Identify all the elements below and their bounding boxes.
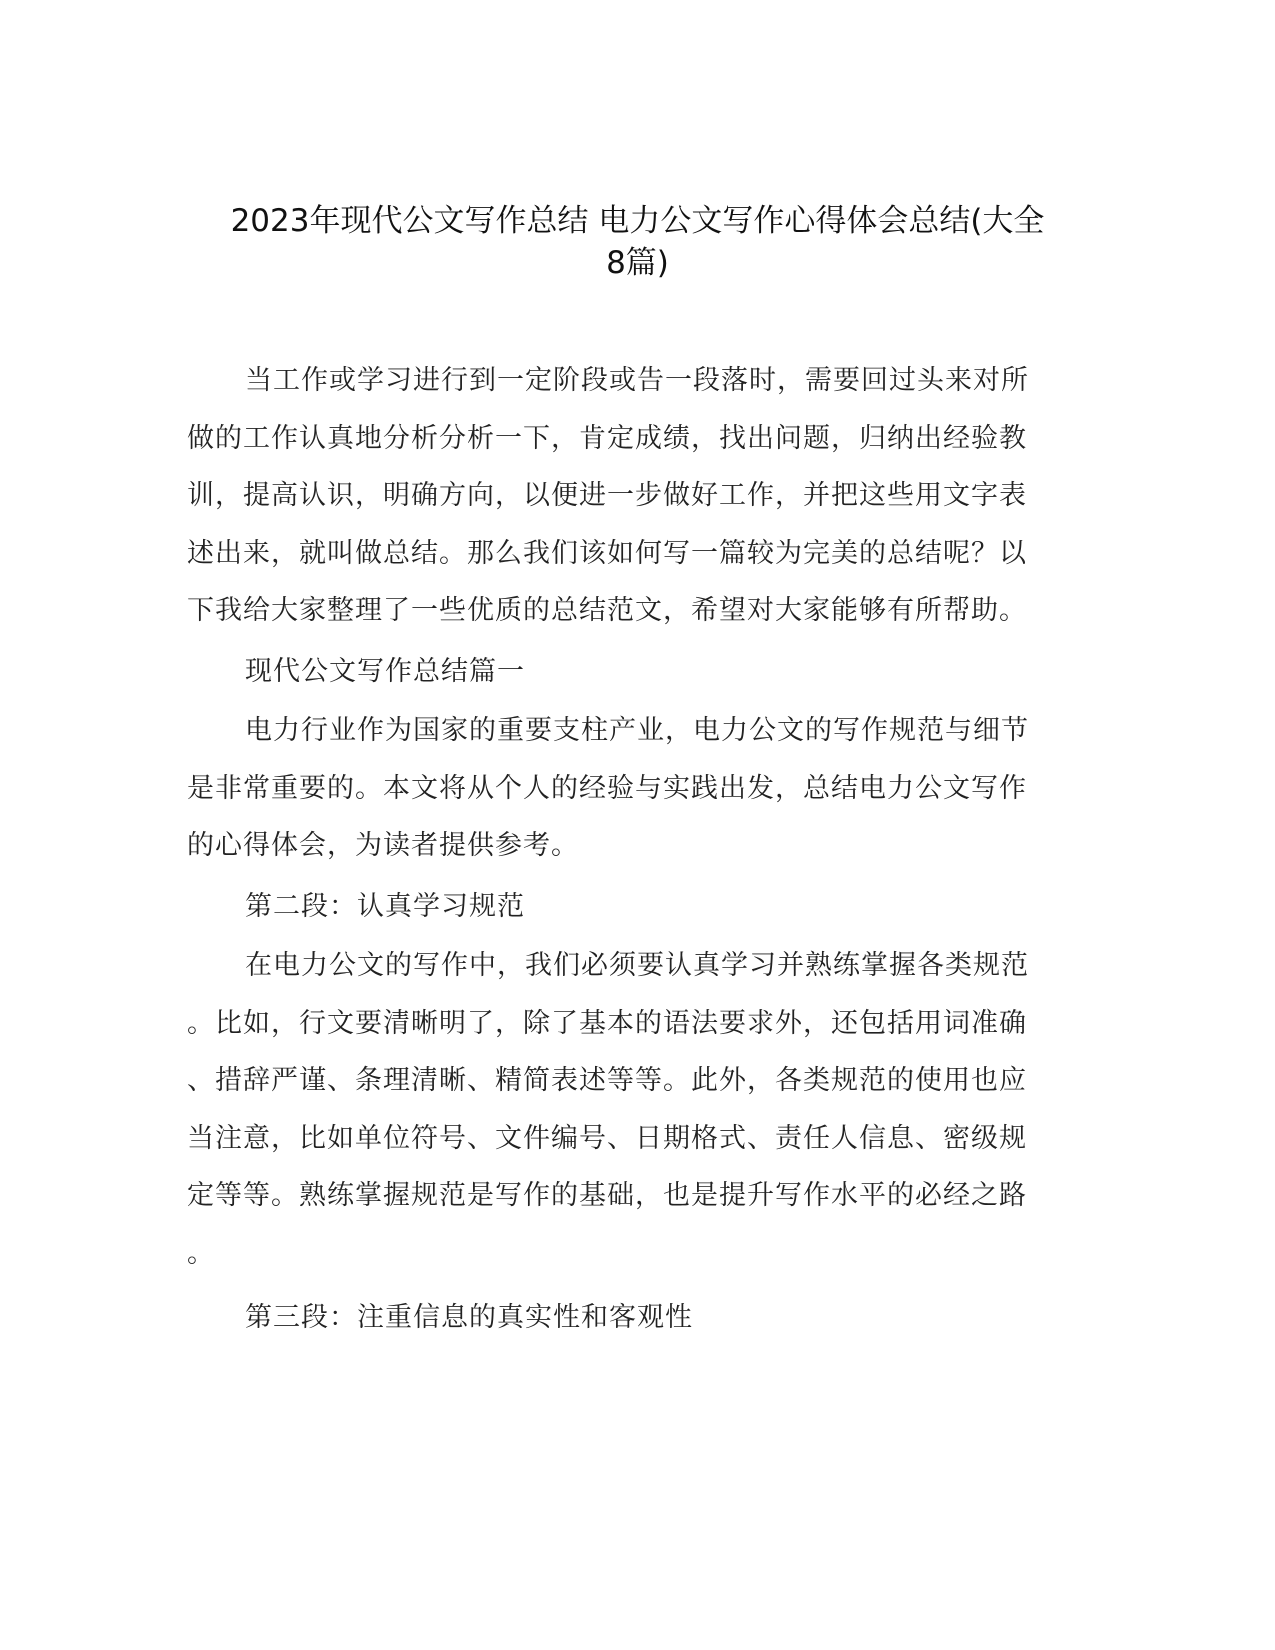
section-heading-2 (187, 887, 1067, 927)
section1-line: 是非常重要的。本文将从个人的经验与实践出发，总结电力公文写作 (187, 772, 1027, 804)
section-heading-text: 现代公文写作总结篇一 (245, 656, 526, 687)
section2-line: 当注意，比如单位符号、文件编号、日期格式、责任人信息、密级规 (187, 1122, 1027, 1154)
intro-line: 述出来，就叫做总结。那么我们该如何写一篇较为完美的总结呢？以 (187, 537, 1027, 569)
section-heading-3 (187, 1298, 1067, 1338)
intro-line: 下我给大家整理了一些优质的总结范文，希望对大家能够有所帮助。 (187, 595, 1027, 626)
section2-line: 。 (187, 1237, 215, 1269)
section2-paragraph (187, 937, 1067, 1282)
section2-line: 、措辞严谨、条理清晰、精简表述等等。此外，各类规范的使用也应 (187, 1065, 1027, 1096)
intro-paragraph (187, 352, 1067, 640)
section-heading-text: 第三段：注重信息的真实性和客观性 (245, 1302, 694, 1333)
section1-line: 电力行业作为国家的重要支柱产业，电力公文的写作规范与细节 (245, 715, 1030, 746)
section-heading-1 (187, 652, 1067, 692)
section2-line: 。比如，行文要清晰明了，除了基本的语法要求外，还包括用词准确 (187, 1007, 1027, 1039)
intro-line: 做的工作认真地分析分析一下，肯定成绩，找出问题，归纳出经验教 (187, 422, 1027, 454)
document-title (150, 200, 1125, 284)
title-line-1: 2023年现代公文写作总结 电力公文写作心得体会总结(大全 (230, 203, 1045, 239)
section1-line: 的心得体会，为读者提供参考。 (187, 830, 579, 861)
section1-paragraph (187, 702, 1067, 875)
section2-line: 定等等。熟练掌握规范是写作的基础，也是提升写作水平的必经之路 (187, 1180, 1027, 1211)
section2-line: 在电力公文的写作中，我们必须要认真学习并熟练掌握各类规范 (245, 950, 1030, 981)
section-heading-text: 第二段：认真学习规范 (245, 891, 526, 922)
intro-line: 训，提高认识，明确方向，以便进一步做好工作，并把这些用文字表 (187, 480, 1027, 511)
intro-line: 当工作或学习进行到一定阶段或告一段落时，需要回过头来对所 (245, 365, 1030, 396)
title-line-2: 8篇) (606, 245, 669, 281)
